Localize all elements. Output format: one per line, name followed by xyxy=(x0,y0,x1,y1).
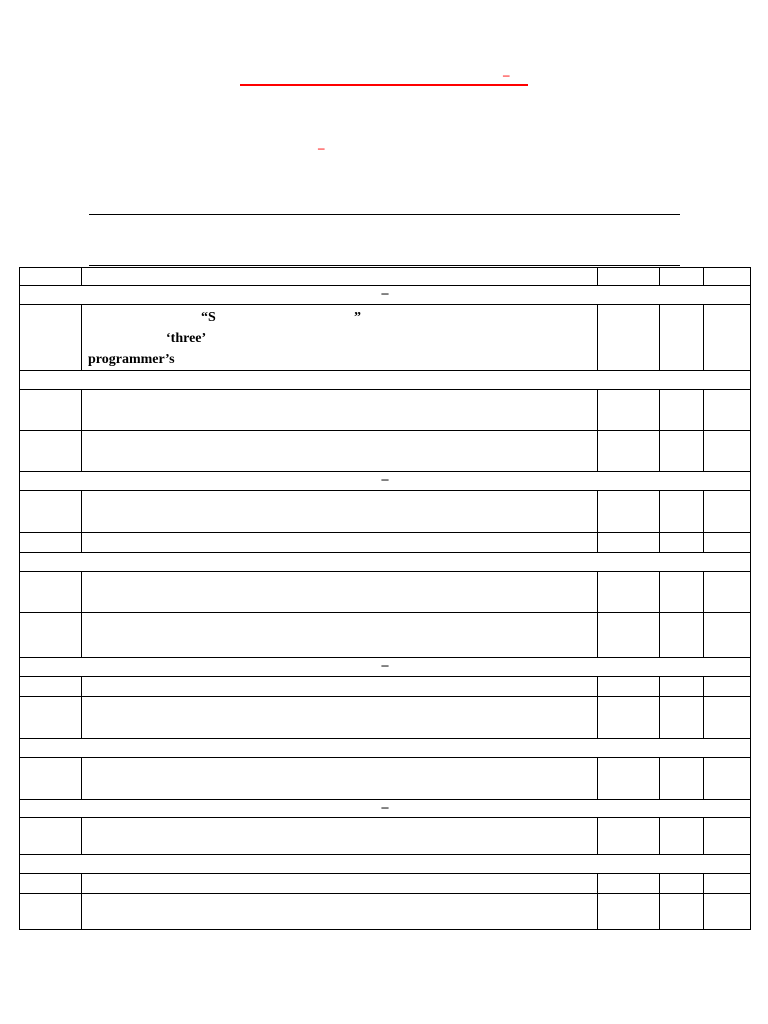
co-cell xyxy=(660,677,704,697)
question-text-cell xyxy=(82,677,598,697)
header-cell-question xyxy=(82,268,598,286)
co-cell xyxy=(660,431,704,472)
question-row xyxy=(20,894,751,930)
question-text-cell xyxy=(82,491,598,533)
marks-cell xyxy=(598,491,660,533)
question-number-cell xyxy=(20,758,82,800)
header-cell-marks xyxy=(598,268,660,286)
section-header-row xyxy=(20,286,751,305)
question-text-three: ‘three’ xyxy=(166,331,207,346)
level-cell xyxy=(704,390,751,431)
subtitle-mark: – xyxy=(318,140,325,155)
marks-cell xyxy=(598,697,660,739)
marks-cell xyxy=(598,431,660,472)
question-number-cell xyxy=(20,390,82,431)
question-row xyxy=(20,533,751,553)
co-cell xyxy=(660,758,704,800)
section-header-row xyxy=(20,800,751,818)
class-line xyxy=(89,265,680,266)
level-cell xyxy=(704,431,751,472)
co-cell xyxy=(660,894,704,930)
question-text-cell xyxy=(82,818,598,855)
header-cell-co xyxy=(660,268,704,286)
marks-cell xyxy=(598,613,660,658)
question-number-cell xyxy=(20,818,82,855)
co-cell xyxy=(660,874,704,894)
question-row xyxy=(20,390,751,431)
level-cell xyxy=(704,613,751,658)
co-cell xyxy=(660,613,704,658)
or-row xyxy=(20,739,751,758)
co-cell xyxy=(660,390,704,431)
level-cell xyxy=(704,677,751,697)
level-cell xyxy=(704,572,751,613)
question-number-cell xyxy=(20,677,82,697)
or-divider xyxy=(20,855,751,874)
or-divider xyxy=(20,371,751,390)
question-number-cell xyxy=(20,431,82,472)
question-table xyxy=(19,267,751,930)
header-cell-level xyxy=(704,268,751,286)
marks-cell xyxy=(598,758,660,800)
marks-cell xyxy=(598,874,660,894)
level-cell xyxy=(704,533,751,553)
co-cell xyxy=(660,818,704,855)
question-row xyxy=(20,305,751,371)
title-mark: – xyxy=(503,67,510,82)
name-line xyxy=(89,214,680,215)
level-cell xyxy=(704,818,751,855)
question-text-cell xyxy=(82,874,598,894)
level-cell xyxy=(704,758,751,800)
title-underline xyxy=(240,84,528,86)
question-text-cell xyxy=(82,758,598,800)
question-text-cell xyxy=(82,697,598,739)
question-row xyxy=(20,677,751,697)
question-text-cell xyxy=(82,533,598,553)
question-row xyxy=(20,572,751,613)
header-row xyxy=(20,268,751,286)
co-cell xyxy=(660,305,704,371)
marks-cell xyxy=(598,572,660,613)
co-cell xyxy=(660,491,704,533)
marks-cell xyxy=(598,818,660,855)
level-cell xyxy=(704,697,751,739)
marks-cell xyxy=(598,305,660,371)
co-cell xyxy=(660,533,704,553)
marks-cell xyxy=(598,894,660,930)
question-row xyxy=(20,874,751,894)
or-row xyxy=(20,371,751,390)
question-row xyxy=(20,491,751,533)
question-number-cell xyxy=(20,533,82,553)
question-text xyxy=(82,305,597,370)
question-text-cell xyxy=(82,431,598,472)
level-cell xyxy=(704,874,751,894)
header-cell-number xyxy=(20,268,82,286)
question-row xyxy=(20,431,751,472)
level-cell xyxy=(704,305,751,371)
question-text-quote-open: “S xyxy=(201,310,216,325)
section-header-row xyxy=(20,472,751,491)
question-text-cell xyxy=(82,894,598,930)
question-number-cell xyxy=(20,697,82,739)
question-text-programmers: programmer’s xyxy=(88,352,175,367)
level-cell xyxy=(704,491,751,533)
or-row xyxy=(20,553,751,572)
or-divider xyxy=(20,739,751,758)
section-a-header: – xyxy=(20,286,751,305)
section-c-header: – xyxy=(20,658,751,677)
co-cell xyxy=(660,572,704,613)
section-b-header: – xyxy=(20,472,751,491)
question-number-cell xyxy=(20,894,82,930)
section-d-header: – xyxy=(20,800,751,818)
question-number-cell xyxy=(20,613,82,658)
marks-cell xyxy=(598,390,660,431)
question-number-cell xyxy=(20,572,82,613)
question-text-cell xyxy=(82,613,598,658)
or-divider xyxy=(20,553,751,572)
question-row xyxy=(20,613,751,658)
question-text-quote-close: ” xyxy=(354,310,361,325)
question-row xyxy=(20,697,751,739)
co-cell xyxy=(660,697,704,739)
or-row xyxy=(20,855,751,874)
question-text-cell xyxy=(82,572,598,613)
question-text-cell xyxy=(82,305,598,371)
marks-cell xyxy=(598,677,660,697)
marks-cell xyxy=(598,533,660,553)
level-cell xyxy=(704,894,751,930)
question-number-cell xyxy=(20,491,82,533)
question-row xyxy=(20,758,751,800)
question-number-cell xyxy=(20,874,82,894)
section-header-row xyxy=(20,658,751,677)
question-number-cell xyxy=(20,305,82,371)
question-row xyxy=(20,818,751,855)
question-text-cell xyxy=(82,390,598,431)
